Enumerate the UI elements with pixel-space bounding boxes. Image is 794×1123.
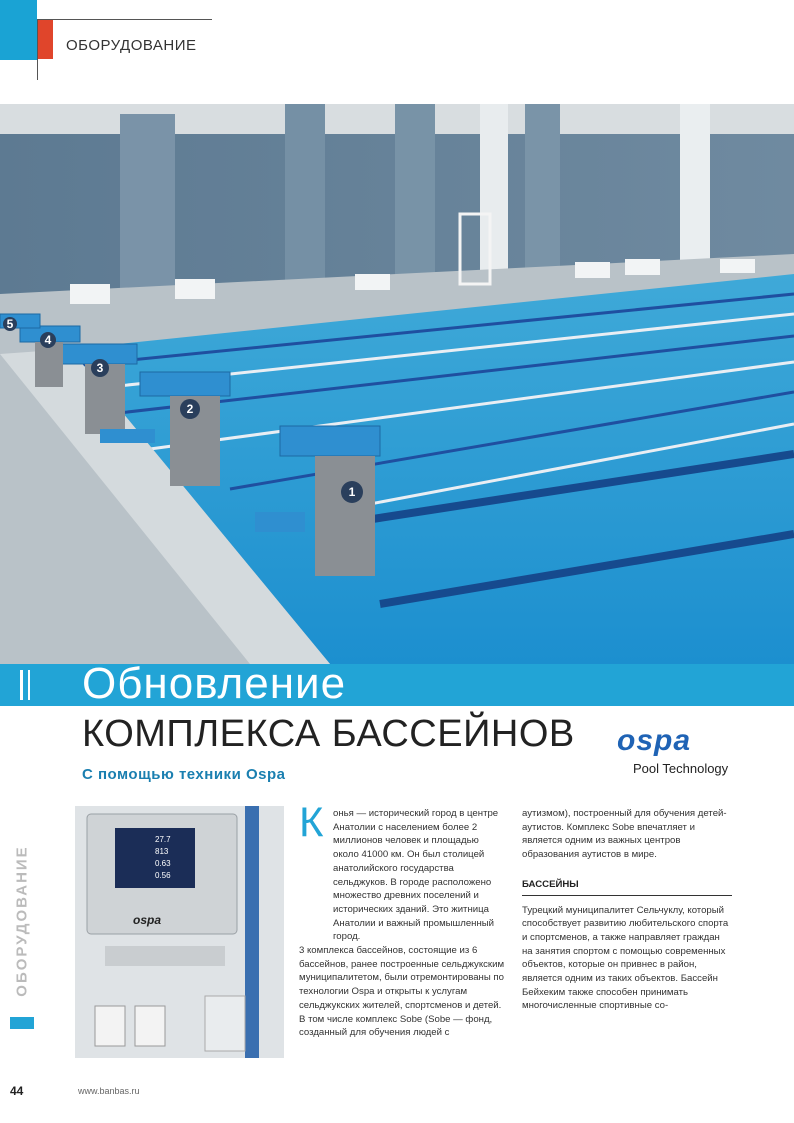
- controller-brand: ospa: [133, 913, 162, 927]
- reading-2: 813: [155, 847, 169, 856]
- ospa-logo-text: ospa: [617, 724, 692, 757]
- article-col2-heading: БАССЕЙНЫ: [522, 878, 732, 896]
- header-divider-horizontal: [37, 19, 212, 20]
- drop-cap: К: [299, 798, 324, 845]
- side-label-text: ОБОРУДОВАНИЕ: [13, 845, 31, 997]
- article-column-2: [522, 807, 732, 1013]
- footer-url: www.banbas.ru: [78, 1086, 140, 1096]
- page-number: 44: [10, 1084, 24, 1098]
- lane-number-5: 5: [6, 317, 14, 331]
- side-label: [10, 815, 34, 1029]
- logo-tagline: Pool Technology: [633, 761, 729, 776]
- header-orange-block: [37, 19, 53, 59]
- article-col1-para-2: 3 комплекса бассейнов, состоящие из 6 бассейнов, ранее построенные сельджукским муниципалитетом, были отремонтированы по технологии Ospa и открыты к услугам сельджукских жителей, спортсменов и детей. В том числе комплекс Sobe (Sobe — фонд, созданный для обучения людей с: [299, 945, 505, 1039]
- title-line-2: КОМПЛЕКСА БАССЕЙНОВ: [82, 713, 575, 755]
- article-column-1: [299, 807, 507, 1040]
- controller-photo: [75, 806, 284, 1058]
- pool-photo: [0, 104, 794, 664]
- article-col2-intro: аутизмом), построенный для обучения детей-аутистов. Комплекс Sobe впечатляет и является одним из важных центров образования аутистов в мире.: [522, 808, 727, 861]
- reading-1: 27.7: [155, 835, 171, 844]
- side-label-bar: [10, 1017, 34, 1029]
- header-divider-vertical: [37, 19, 38, 80]
- lane-number-3: 3: [96, 361, 104, 375]
- lane-number-2: 2: [186, 402, 194, 416]
- reading-4: 0.56: [155, 871, 171, 880]
- header-blue-block: [0, 0, 37, 60]
- reading-3: 0.63: [155, 859, 171, 868]
- article-col1-para-1: онья — исторический город в центре Анатолии с населением более 2 миллионов человек и площадью около 41000 км. Он был столицей анатолийского государства сельджуков. В городе расположено множество древних поселений и исторических зданий. Это житница Анатолии и важный промышленный город.: [333, 808, 499, 943]
- lane-number-1: 1: [348, 485, 356, 499]
- title-line-1: Обновление: [82, 659, 347, 708]
- section-title: ОБОРУДОВАНИЕ: [66, 37, 197, 54]
- article-col2-body: Турецкий муниципалитет Сельчуклу, который способствует развитию любительского спорта и спортсменов, а также направляет граждан на занятия спортом с помощью современных объектов, которые он привнес в район, является одним из таких объектов. Бассейн Бейхеким также способен принимать многочисленные спортивные со-: [522, 904, 729, 1012]
- lane-number-4: 4: [44, 333, 52, 347]
- title-band-marks: [20, 670, 38, 700]
- subtitle: С помощью техники Ospa: [82, 766, 286, 783]
